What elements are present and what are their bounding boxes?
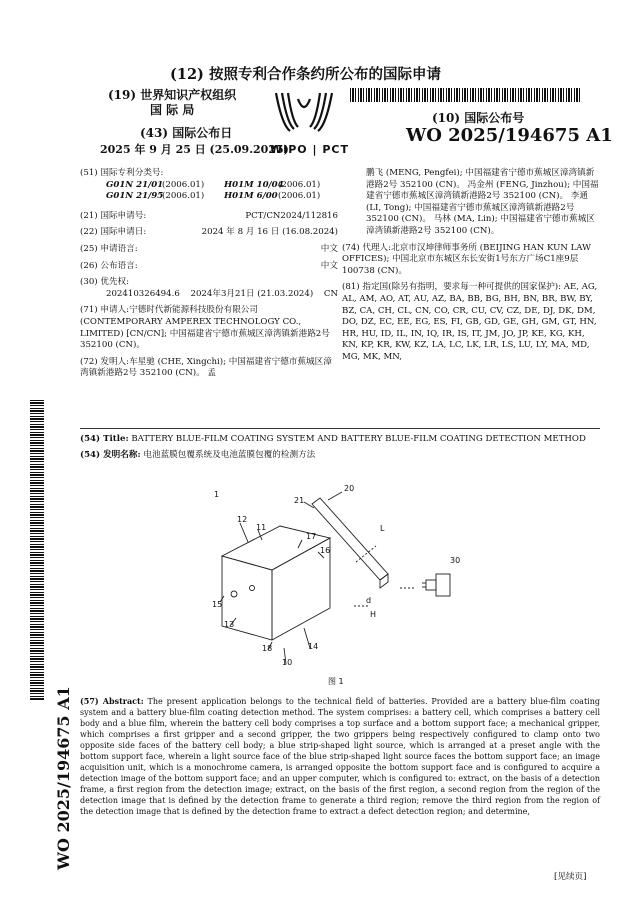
org-bureau: 国 际 局 [150,103,195,117]
app-no-label: (21) 国际申请号: [80,210,147,221]
app-no: PCT/CN2024/112816 [245,210,338,221]
ipc-row [106,180,338,192]
wipo-logo-text: WIPO | PCT [270,143,349,156]
right-column [342,168,602,364]
pub-number: WO 2025/194675 A1 [406,125,613,146]
title-zh-text: 电池蓝膜包覆系统及电池蓝膜包覆的检测方法 [143,450,316,460]
applicant-text: 宁德时代新能源科技股份有限公司 (CONTEMPORARY AMPEREX TECHNOLOGY CO., LIMITED) [CN/CN]; 中国福建省宁德市蕉城区漳湾镇新港路2号 352100 (CN)。 [80,305,330,351]
app-no-row [80,211,338,223]
document-title: (12) 按照专利合作条约所公布的国际申请 [170,66,441,83]
filing-date: 2024 年 8 月 16 日 (16.08.2024) [201,227,338,238]
barcode-side [30,400,44,700]
figure-1 [200,478,480,688]
priority-number: 202410326494.6 [106,288,180,299]
priority-country: CN [323,288,338,299]
inventor-label: (72) 发明人: [80,356,130,367]
agent [342,243,602,278]
agent-text: 北京市汉坤律师事务所 (BEIJING HAN KUN LAW OFFICES); 中国北京市东城区东长安街1号东方广场C1座9层 100738 (CN)。 [342,242,591,276]
states-label: (81) 指定国 [342,282,389,293]
ipc-list [80,180,338,203]
priority-row [80,289,338,301]
left-column [80,168,338,380]
fig-label: 14 [308,642,319,651]
ipc-label: (51) 国际专利分类号: [80,168,164,178]
filing-lang-row [80,244,338,256]
priority-label: (30) 优先权: [80,277,130,288]
barcode-top [350,88,582,102]
separator-line [80,428,600,429]
designated-states [342,282,602,363]
filing-lang: 中文 [320,243,338,254]
inventors-continued: 鹏飞 (MENG, Pengfei); 中国福建省宁德市蕉城区漳湾镇新港路2号 352100 (CN)。 冯金州 (FENG, Jinzhou); 中国福建省宁德市蕉城区漳湾镇新港路2号 352100 (CN)。 李通 (LI, Tong); 中国福建省宁德市蕉城区漳湾镇新港路2号 352100 (CN)。 马林 (MA, Lin); 中国福建省宁德市蕉城区漳湾镇新港路2号 352100 (CN)。 [366,168,599,236]
abstract [80,696,600,817]
filing-date-row [80,227,338,239]
fig-label: 18 [262,644,273,653]
fig-label: 13 [224,620,235,629]
side-number-box [54,686,74,905]
title-en-label: (54) Title: [80,434,129,444]
fig-label: 17 [306,532,317,541]
ipc-code: G01N 21/95 [106,191,164,202]
pub-number-label: (10) 国际公布号 [432,111,525,125]
side-pub-number: WO 2025/194675 A1 [54,686,73,870]
pub-lang: 中文 [320,260,338,271]
ipc-code: H01M 10/04 [224,179,284,190]
fig-label: 21 [294,496,305,505]
title-zh-label: (54) 发明名称: [80,450,141,460]
priority-date: 2024年3月21日 (21.03.2024) [190,288,314,299]
pub-lang-row [80,261,338,273]
title-en-text: BATTERY BLUE-FILM COATING SYSTEM AND BATTERY BLUE-FILM COATING DETECTION METHOD [131,434,586,444]
fig-label: 1 [214,490,220,499]
ipc-version: (2006.01) [162,179,205,190]
org-name: (19) 世界知识产权组织 [108,88,237,102]
abstract-label: (57) Abstract: [80,696,144,706]
title-en [80,434,600,446]
inventor [80,357,338,380]
fig-label: 12 [237,515,248,524]
ipc-code: H01M 6/00 [224,191,278,202]
pub-lang-label: (26) 公布语言: [80,260,138,271]
pub-date-label: (43) 国际公布日 [140,126,233,140]
ipc-row [106,191,338,203]
fig-label: L [380,524,385,533]
ipc-version: (2006.01) [278,191,321,202]
filing-date-label: (22) 国际申请日: [80,227,147,238]
ipc-version: (2006.01) [162,191,205,202]
fig-label: 16 [320,546,331,555]
fig-label: H [370,610,377,619]
fig-label: 11 [256,523,267,532]
ipc-version: (2006.01) [278,179,321,190]
agent-label: (74) 代理人: [342,242,392,253]
fig-label: 10 [282,658,293,667]
title-zh [80,450,600,462]
fig-label: 15 [212,600,223,609]
fig-label: 30 [450,556,461,565]
inventor-text: 车星驰 (CHE, Xingchi); 中国福建省宁德市蕉城区漳湾镇新港路2号 352100 (CN)。 孟 [80,356,332,379]
applicant-label: (71) 申请人: [80,305,130,316]
pub-date: 2025 年 9 月 25 日 (25.09.2025) [100,143,289,156]
fig-label: d [366,596,372,605]
ipc-code: G01N 21/01 [106,179,164,190]
battery-diagram-icon [200,478,480,688]
abstract-text: The present application belongs to the technical field of batteries. Provided are a battery blue-film coating system and a battery blue-film coating detection method. The system comprises: a battery cell, which comprises a battery cell body and a blue film, wherein the battery cell body comprises a top surface and a bottom support face; a mechanical gripper, which comprises a first gripper and a second gripper, the two grippers being respectively configured to clamp onto two opposite side faces of the battery cell body; a blue strip-shaped light source, which is arranged at a preset angle with the bottom support face, wherein a light source face of the blue strip-shaped light source faces the bottom support face; an image acquisition unit, which is a monochrome camera, is arranged opposite the bottom support face and is configured to acquire a detection image of the bottom support face; and an upper computer, which is configured to: extract, on the basis of a detection frame, a first region from the detection image; extract, on the basis of the first region, a second region from the region of the detection image that is defined by the detection frame to generate a third region; remove the third region from the region of the detection image that is defined by the detection frame to extract a defect detection region; and determine, [80,697,600,816]
applicant [80,305,338,351]
figure-caption: 图 1 [328,677,344,686]
fig-label: 20 [344,484,355,493]
continue-note: [见续页] [554,872,587,882]
filing-lang-label: (25) 申请语言: [80,243,138,254]
states-text: (除另有指明，要求每一种可提供的国家保护): AE, AG, AL, AM, AO, AT, AU, AZ, BA, BB, BG, BH, BN, BR, BW, BY, BZ, CA, CH, CL, CN, CO, CR, CU, CV, CZ, DE, DJ, DK, DM, DO, DZ, EC, EE, EG, ES, FI, GB, GD, GE, GH, GM, GT, HN, HR, HU, ID, IL, IN, IQ, IR, IS, IT, JM, JO, JP, KE, KG, KH, KN, KP, KR, KW, KZ, LA, LC, LK, LR, LS, LU, LY, MA, MD, MG, MK, MN, [342,282,598,362]
